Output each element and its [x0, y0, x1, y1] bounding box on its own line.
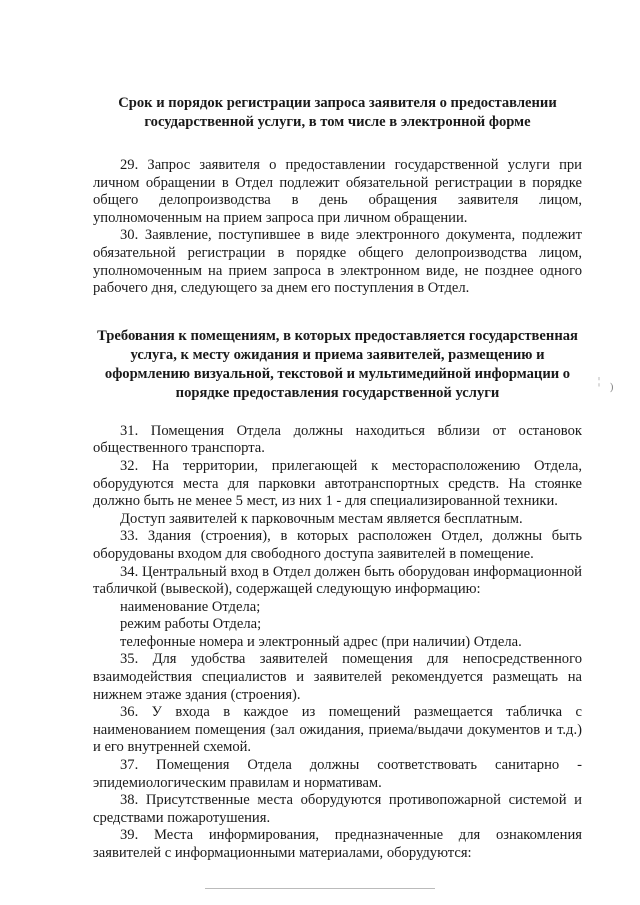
scan-artifact-line: [205, 888, 435, 889]
document-body: [93, 94, 582, 863]
paragraph-30: 30. Заявление, поступившее в виде электронного документа, подлежит обязательной регистрации в порядке общего делопроизводства лицом, уполномоченным на прием запроса в электронном виде, не позднее одного рабочего дня, следующего за днем его поступления в Отдел.: [93, 227, 582, 297]
paragraph-39: 39. Места информирования, предназначенные для ознакомления заявителей с информационными материалами, оборудуются:: [93, 827, 582, 861]
list-item: наименование Отдела;: [120, 598, 261, 615]
section-heading-premises: Требования к помещениям, в которых предоставляется государственная услуга, к месту ожидания и приема заявителей, размещению и оформлению визуальной, текстовой и мультимедийной информации о порядке предоставления государственной услуги: [97, 327, 578, 401]
paragraph-33: 33. Здания (строения), в которых расположен Отдел, должны быть оборудованы входом для свободного доступа заявителей в помещение.: [93, 528, 582, 562]
paragraph-34: 34. Центральный вход в Отдел должен быть оборудован информационной табличкой (вывеской), содержащей следующую информацию:: [93, 563, 582, 598]
paragraph-29: 29. Запрос заявителя о предоставлении государственной услуги при личном обращении в Отдел подлежит обязательной регистрации в порядке общего делопроизводства в день обращения заявителя лицом, уполномоченным на прием запроса при личном обращении.: [93, 157, 582, 226]
paragraph-35: 35. Для удобства заявителей помещения для непосредственного взаимодействия специалистов и заявителей рекомендуется размещать на нижнем этаже здания (строения).: [93, 651, 582, 703]
scan-artifact-mark: ): [610, 382, 614, 393]
section-heading-registration: Срок и порядок регистрации запроса заявителя о предоставлении государственной услуги, в том числе в электронной форме: [118, 95, 557, 130]
paragraph-36: 36. У входа в каждое из помещений размещается табличка с наименованием помещения (зал ожидания, приема/выдачи документов и т.д.) и его внутренней схемой.: [93, 704, 582, 756]
paragraph-32-parking: Доступ заявителей к парковочным местам является бесплатным.: [120, 510, 523, 527]
paragraph-32: 32. На территории, прилегающей к месторасположению Отдела, оборудуются места для парковки автотранспортных средств. На стоянке должно быть не менее 5 мест, из них 1 - для специализированной техники.: [93, 457, 582, 510]
list-item: режим работы Отдела;: [120, 616, 262, 633]
scan-artifact-mark: ¦: [598, 376, 601, 387]
list-item: телефонные номера и электронный адрес (при наличии) Отдела.: [120, 633, 522, 650]
paragraph-38: 38. Присутственные места оборудуются противопожарной системой и средствами пожаротушения.: [93, 792, 582, 826]
paragraph-31: 31. Помещения Отдела должны находиться вблизи от остановок общественного транспорта.: [93, 422, 582, 457]
paragraph-37: 37. Помещения Отдела должны соответствовать санитарно - эпидемиологическим правилам и нормативам.: [93, 757, 582, 791]
